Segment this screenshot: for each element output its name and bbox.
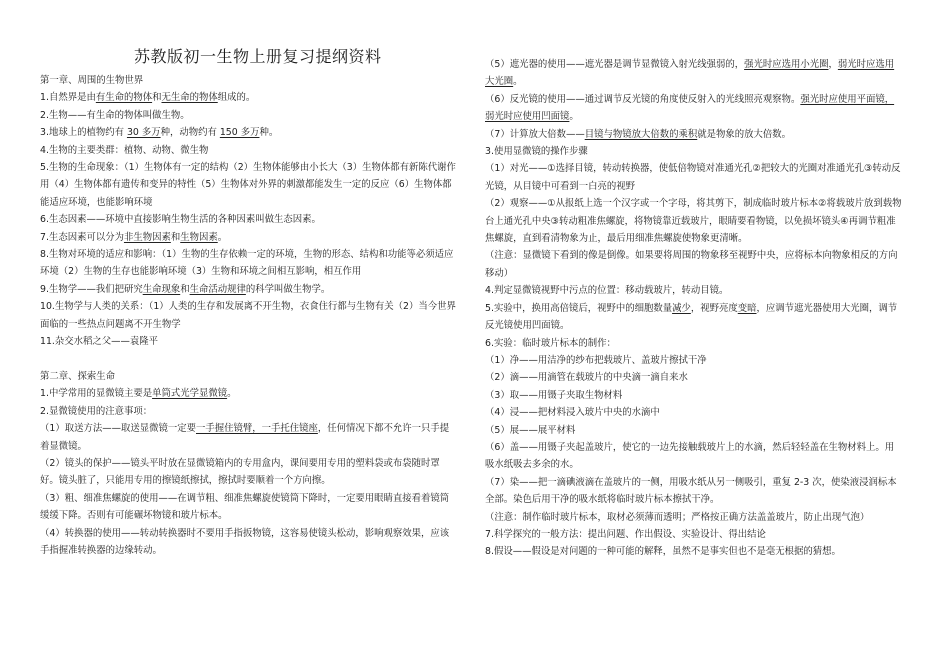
text-paragraph (485, 247, 903, 282)
text-paragraph (40, 89, 458, 106)
text-paragraph (485, 474, 903, 509)
text-segment: 6.实验：临时玻片标本的制作： (485, 337, 616, 349)
underlined-term: 生物因素 (180, 231, 218, 243)
text-segment: 。 (513, 76, 523, 88)
text-segment: 4.生物的主要类群：植物、动物、微生物 (40, 144, 209, 156)
text-segment: 11.杂交水稻之父——袁隆平 (40, 336, 159, 348)
text-paragraph (485, 404, 903, 421)
text-segment: （2）滴——用滴管在载玻片的中央滴一滴自来水 (485, 372, 688, 384)
text-segment: 2.显微镜使用的注意事项： (40, 405, 153, 417)
text-segment: 1.中学常用的显微镜主要是 (40, 388, 153, 400)
text-paragraph (485, 335, 903, 352)
text-segment: （7）染——把一滴碘液滴在盖玻片的一侧，用吸水纸从另一侧吸引，重复 2-3 次，使染液浸润标本全部。染色后用干净的吸水纸将临时玻片标本擦拭干净。 (485, 476, 897, 506)
text-paragraph (485, 422, 903, 439)
underlined-term: 一手握住镜臂，一手托住镜座 (195, 423, 318, 435)
text-segment: （1）净——用洁净的纱布把载玻片、盖玻片擦拭干净 (485, 354, 707, 366)
text-segment: 10.生物学与人类的关系：（1）人类的生存和发展离不开生物，衣食住行都与生物有关（2）当今世界面临的一些热点问题离不开生物学 (40, 301, 456, 330)
text-paragraph (40, 385, 458, 402)
text-paragraph (485, 543, 903, 560)
blank-line (40, 351, 458, 368)
text-segment: 4.判定显微镜视野中污点的位置：移动载玻片，转动目镜。 (485, 285, 729, 297)
text-segment: 。 (217, 231, 228, 243)
text-segment: 6.生态因素——环境中直接影响生物生活的各种因素叫做生态因素。 (40, 214, 321, 226)
text-paragraph (40, 142, 458, 159)
text-segment: 3.地球上的植物约有 (40, 127, 127, 139)
text-paragraph (485, 126, 903, 143)
text-paragraph (485, 352, 903, 369)
text-paragraph (40, 72, 458, 89)
text-segment: 和 (180, 283, 190, 295)
text-paragraph (40, 525, 458, 560)
text-paragraph (485, 387, 903, 404)
text-segment: 5.实验中，换用高倍镜后，视野中的细胞数量 (485, 302, 673, 314)
text-segment: ，任何情况下都不允许一只手提着显微镜。 (40, 423, 450, 452)
text-paragraph (40, 455, 458, 490)
text-paragraph (40, 159, 458, 211)
text-paragraph (485, 369, 903, 386)
text-paragraph (485, 509, 903, 526)
text-segment: （2）观察——①从报纸上选一个汉字或一个字母，将其剪下，制成临时玻片标本②将载玻片放到载物台上通光孔中央③转动粗准焦螺旋，将物镜靠近载玻片，眼睛要看物镜，以免损坏镜头④再调节粗准焦螺旋，直到看清物象为止，最后用细准焦螺旋使物象更清晰。 (485, 198, 902, 245)
text-segment: 7.生态因素可以分为 (40, 231, 124, 243)
underlined-term: 减少 (672, 302, 691, 314)
underlined-term: 目镜与物镜放大倍数的乘积 (584, 128, 698, 140)
text-segment: （3）粗、细准焦螺旋的使用——在调节粗、细准焦螺旋使镜筒下降时，一定要用眼睛直接看着镜筒缓缓下降。否则有可能碾坏物镜和玻片标本。 (40, 492, 450, 522)
text-paragraph (40, 490, 458, 525)
text-paragraph (485, 56, 903, 91)
text-segment: 和 (152, 92, 162, 104)
text-segment: 。 (569, 111, 579, 123)
text-paragraph (40, 420, 458, 455)
left-column (40, 72, 458, 559)
text-segment: （注意：显微镜下看到的像是倒像。如果要将周围的物象移至视野中央，应将标本向物象相反的方向移动） (485, 250, 898, 279)
text-paragraph (40, 368, 458, 385)
text-segment: （6）盖——用镊子夹起盖玻片，使它的一边先接触载玻片上的水滴，然后轻轻盖在生物材料上。用吸水纸吸去多余的水。 (485, 441, 895, 471)
text-segment: 种。 (259, 127, 279, 139)
text-paragraph (485, 300, 903, 335)
underlined-term: 有生命的物体 (95, 92, 153, 104)
text-segment: 8.生物对环境的适应和影响：（1）生物的生存依赖一定的环境，生物的形态、结构和功能等必须适应环境（2）生物的生存也能影响环境（3）生物和环境之间相互影响，相互作用 (40, 249, 454, 278)
underlined-term: 150 多万 (219, 127, 260, 139)
underlined-term: 生命活动规律 (189, 283, 246, 295)
text-segment: （7）计算放大倍数—— (485, 128, 585, 140)
text-segment: （3）取——用镊子夹取生物材料 (485, 389, 623, 401)
underlined-term: 30 多万 (126, 127, 161, 139)
text-segment: （2）镜头的保护——镜头平时放在显微镜箱内的专用盒内，课间要用专用的塑料袋或布袋随时罩好。镜头脏了，只能用专用的擦镜纸擦拭，擦拭时要顺着一个方向擦。 (40, 457, 440, 487)
text-segment: 就是物象的放大倍数。 (697, 128, 791, 140)
text-segment: 的科学叫做生物学。 (245, 283, 331, 295)
underlined-term: 生命现象 (142, 283, 181, 295)
text-segment: （4）转换器的使用——转动转换器时不要用手指扳物镜，这容易使镜头松动，影响观察效果，应该手指握准转换器的边缘转动。 (40, 527, 450, 556)
text-paragraph (485, 282, 903, 299)
text-paragraph (485, 143, 903, 160)
underlined-term: 单筒式光学显微镜 (152, 388, 228, 400)
text-paragraph (40, 229, 458, 246)
underlined-term: 非生物因素 (123, 231, 171, 243)
text-segment: 种，动物约有 (160, 127, 220, 139)
text-paragraph (40, 298, 458, 333)
text-segment: ， (828, 59, 838, 70)
text-paragraph (40, 403, 458, 420)
text-segment: （1）取送方法——取送显微镜一定要 (40, 423, 196, 435)
text-paragraph (485, 91, 903, 126)
text-paragraph (485, 195, 903, 247)
text-segment: 。 (227, 388, 237, 400)
text-segment: （5）遮光器的使用——遮光器是调节显微镜入射光线强弱的， (485, 59, 745, 70)
text-segment: （4）浸——把材料浸入玻片中央的水滴中 (485, 407, 660, 419)
text-segment: 2.生物——有生命的物体叫做生物。 (40, 109, 190, 121)
text-paragraph (40, 211, 458, 228)
text-segment: （注意：制作临时玻片标本，取材必须薄而透明；严格按正确方法盖盖玻片，防止出现气泡） (485, 511, 870, 523)
underlined-term: 弱光时应选用大光圈 (485, 59, 895, 88)
text-segment: ，应调节遮光器使用大光圈，调节反光镜使用凹面镜。 (485, 302, 898, 332)
text-paragraph (40, 333, 458, 350)
underlined-term: 强光时应使用平面镜，弱光时应使用凹面镜 (485, 93, 895, 123)
underlined-term: 变暗 (737, 302, 757, 314)
text-paragraph (40, 246, 458, 281)
text-segment: （1）对光——①选择目镜，转动转换器，使低倍物镜对准通光孔②把较大的光圈对准通光孔③转动反光镜，从目镜中可看到一白亮的视野 (485, 163, 901, 192)
text-segment: 3.使用显微镜的操作步骤 (485, 146, 588, 158)
text-segment: 组成的。 (217, 92, 256, 104)
text-paragraph (40, 124, 458, 141)
text-paragraph (485, 160, 903, 195)
text-paragraph (40, 107, 458, 124)
text-segment: 9.生物学——我们把研究 (40, 283, 143, 295)
text-segment: （6）反光镜的使用——通过调节反光镜的角度使反射入的光线照亮观察物。 (485, 93, 801, 105)
text-segment: （5）展——展平材料 (485, 424, 576, 436)
text-segment: 第一章、周围的生物世界 (40, 75, 144, 86)
text-paragraph (485, 526, 903, 543)
text-segment: 第二章、探索生命 (40, 370, 116, 382)
text-segment: 和 (170, 231, 181, 243)
underlined-term: 强光时应选用小光圈 (744, 59, 829, 70)
underlined-term: 无生命的物体 (161, 92, 218, 104)
right-column (485, 56, 903, 561)
text-paragraph (40, 281, 458, 298)
text-segment: 8.假设——假设是对问题的一种可能的解释，虽然不是事实但也不是毫无根据的猜想。 (485, 546, 841, 558)
text-paragraph (485, 439, 903, 474)
text-segment: ，视野亮度 (690, 302, 738, 314)
text-segment: 1.自然界是由 (40, 92, 96, 104)
text-segment: 7.科学探究的一般方法：提出问题、作出假设、实验设计、得出结论 (485, 528, 766, 540)
text-segment: 5.生物的生命现象：（1）生物体有一定的结构（2）生物体能够由小长大（3）生物体都有新陈代谢作用（4）生物体都有遗传和变异的特性（5）生物体对外界的刺激都能发生一定的反应（6）生物体都能适应环境，也能影响环境 (40, 162, 456, 208)
page-title: 苏教版初一生物上册复习提纲资料 (134, 47, 382, 66)
